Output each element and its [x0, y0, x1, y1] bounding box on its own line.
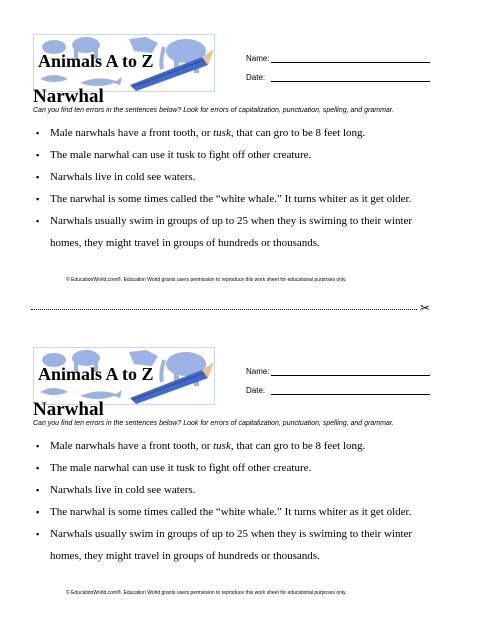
sentence-list — [33, 435, 453, 567]
bullet-icon: ▪ — [36, 128, 40, 138]
name-write-line[interactable] — [271, 375, 430, 376]
name-write-line[interactable] — [271, 62, 430, 63]
list-item — [33, 166, 453, 188]
date-field — [246, 73, 265, 82]
sentence-5-line-1: Narwhals usually swim in groups of up to 25 when they is swiming to their winter — [50, 528, 413, 540]
list-item — [33, 122, 453, 144]
list-item — [33, 501, 453, 523]
bullet-icon: ▪ — [36, 485, 40, 495]
sentence-2: The male narwhal can use it tusk to fight off other creature. — [50, 149, 312, 161]
bullet-icon: ▪ — [36, 529, 40, 539]
sentence-1-italic: tusk — [213, 440, 231, 452]
sentence-1-end: , that can gro to be 8 feet long. — [230, 440, 366, 452]
sentence-1-italic: tusk — [213, 127, 231, 139]
instructions: Can you find ten errors in the sentences below? Look for errors of capitalization, punctuation, spelling, and grammar. — [33, 107, 394, 114]
date-label: Date: — [246, 73, 266, 82]
scissors-icon: ✂ — [420, 301, 431, 315]
name-field — [246, 367, 270, 376]
name-label: Name: — [246, 367, 270, 376]
page-title: Narwhal — [33, 399, 104, 420]
sentence-list — [33, 122, 453, 254]
sentence-5-line-2: homes, they might travel in groups of hundreds or thousands. — [50, 237, 320, 249]
worksheet-copy-1 — [0, 0, 480, 310]
banner-title: Animals A to Z — [38, 364, 154, 384]
bullet-icon: ▪ — [36, 172, 40, 182]
date-write-line[interactable] — [271, 81, 430, 82]
sentence-3: Narwhals live in cold see waters. — [50, 171, 196, 183]
list-item — [33, 188, 453, 210]
animals-a-to-z-banner — [33, 34, 215, 92]
banner-title: Animals A to Z — [38, 51, 154, 71]
list-item — [33, 479, 453, 501]
list-item — [33, 144, 453, 166]
sentence-2: The male narwhal can use it tusk to fight off other creature. — [50, 462, 312, 474]
instructions: Can you find ten errors in the sentences below? Look for errors of capitalization, punctuation, spelling, and grammar. — [33, 420, 394, 427]
animals-a-to-z-banner — [33, 347, 215, 405]
name-field — [246, 54, 270, 63]
date-write-line[interactable] — [271, 394, 430, 395]
copyright-footer: © EducationWorld.com®. Education World grants users permission to reproduce this work sheet for educational purposes only. — [66, 277, 347, 283]
sentence-4: The narwhal is some times called the “white whale.” It turns whiter as it get older. — [50, 193, 412, 205]
bullet-icon: ▪ — [36, 216, 40, 226]
list-item — [33, 457, 453, 479]
sentence-5-line-2: homes, they might travel in groups of hundreds or thousands. — [50, 550, 320, 562]
list-item — [33, 210, 453, 254]
sentence-1-start: Male narwhals have a front tooth, or — [50, 440, 214, 452]
name-label: Name: — [246, 54, 270, 63]
worksheet-copy-2 — [0, 313, 480, 623]
sentence-1-start: Male narwhals have a front tooth, or — [50, 127, 214, 139]
bullet-icon: ▪ — [36, 441, 40, 451]
bullet-icon: ▪ — [36, 463, 40, 473]
date-field — [246, 386, 265, 395]
copyright-footer: © EducationWorld.com®. Education World grants users permission to reproduce this work sheet for educational purposes only. — [66, 590, 347, 596]
sentence-4: The narwhal is some times called the “white whale.” It turns whiter as it get older. — [50, 506, 412, 518]
page-title: Narwhal — [33, 86, 104, 107]
bullet-icon: ▪ — [36, 150, 40, 160]
cut-line — [31, 309, 417, 310]
sentence-1-end: , that can gro to be 8 feet long. — [230, 127, 366, 139]
bullet-icon: ▪ — [36, 194, 40, 204]
bullet-icon: ▪ — [36, 507, 40, 517]
date-label: Date: — [246, 386, 266, 395]
sentence-3: Narwhals live in cold see waters. — [50, 484, 196, 496]
list-item — [33, 523, 453, 567]
sentence-5-line-1: Narwhals usually swim in groups of up to 25 when they is swiming to their winter — [50, 215, 413, 227]
list-item — [33, 435, 453, 457]
